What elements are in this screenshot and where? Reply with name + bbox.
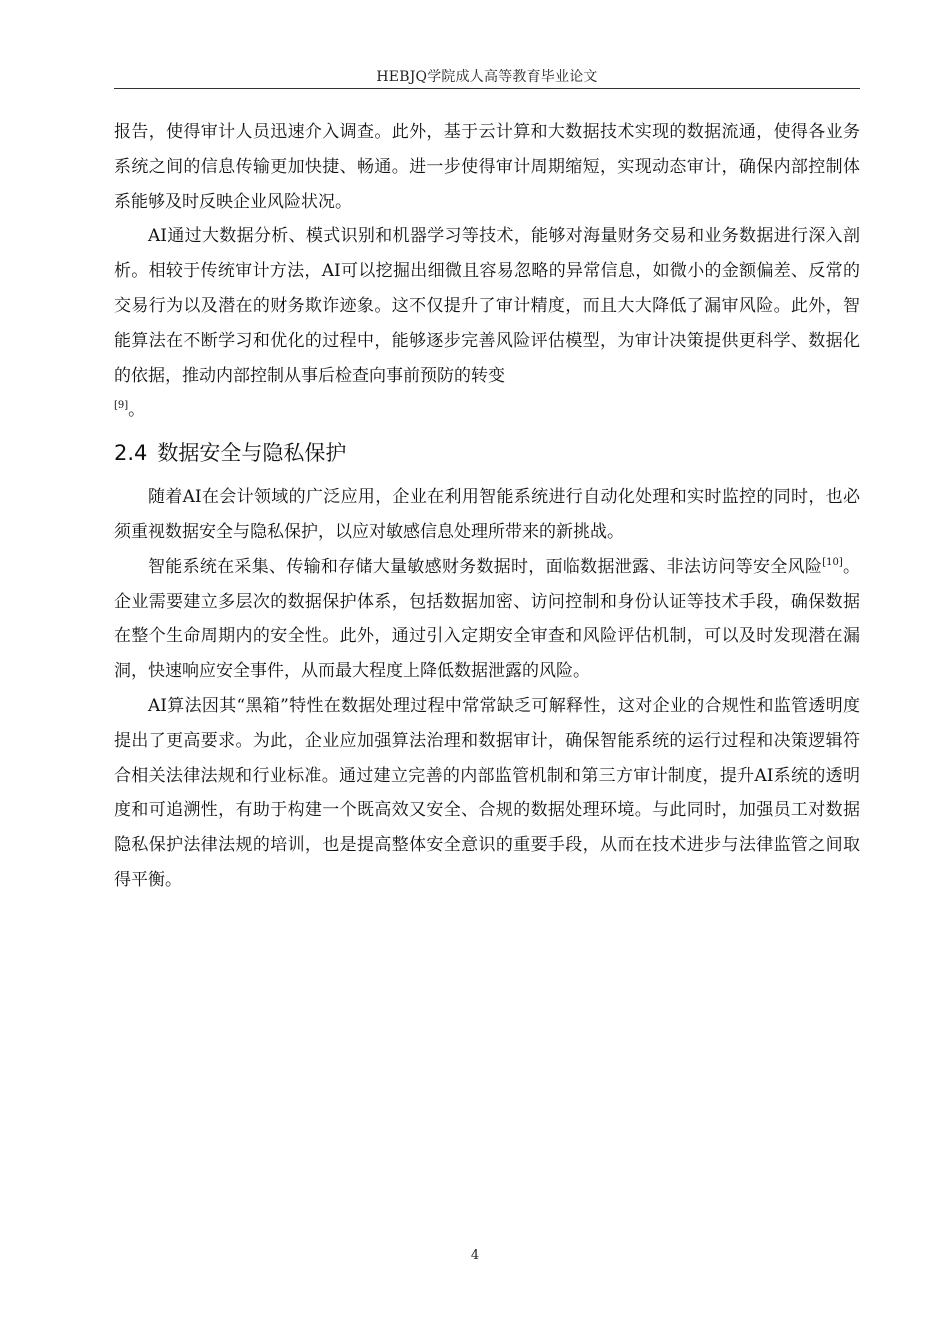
page-number: 4: [470, 1248, 480, 1263]
section-title: 数据安全与隐私保护: [157, 441, 347, 466]
paragraph-intro: 随着AI在会计领域的广泛应用，企业在利用智能系统进行自动化处理和实时监控的同时，也必须重视数据安全与隐私保护，以应对敏感信息处理所带来的新挑战。: [114, 487, 860, 542]
paragraph-end-punct: 。: [128, 400, 146, 421]
paragraph-text: AI通过大数据分析、模式识别和机器学习等技术，能够对海量财务交易和业务数据进行深入剖析。相较于传统审计方法，AI可以挖掘出细微且容易忽略的异常信息，如微小的金额偏差、反常的交易行为以及潜在的财务欺诈迹象。这不仅提升了审计精度，而且大大降低了漏审风险。此外，智能算法在不断学习和优化的过程中，能够逐步完善风险评估模型，为审计决策提供更科学、数据化的依据，推动内部控制从事后检查向事前预防的转变: [114, 226, 860, 386]
paragraph-text: 智能系统在采集、传输和存储大量敏感财务数据时，面临数据泄露、非法访问等安全风险: [148, 556, 823, 577]
page-body: [114, 115, 860, 898]
running-header: HEBJQ学院成人高等教育毕业论文: [376, 69, 598, 85]
citation-marker: [9]: [114, 400, 129, 412]
citation-line: [114, 393, 860, 428]
section-number: 2.4: [114, 441, 148, 466]
header-rule: [114, 88, 860, 89]
section-heading: [114, 436, 860, 470]
paragraph-continued: 报告，使得审计人员迅速介入调查。此外，基于云计算和大数据技术实现的数据流通，使得各业务系统之间的信息传输更加快捷、畅通。进一步使得审计周期缩短，实现动态审计，确保内部控制体系能够及时反映企业风险状况。: [114, 122, 860, 212]
citation-marker: [10]: [822, 556, 843, 568]
paragraph-black-box: AI算法因其“黑箱”特性在数据处理过程中常常缺乏可解释性，这对企业的合规性和监管透明度提出了更高要求。为此，企业应加强算法治理和数据审计，确保智能系统的运行过程和决策逻辑符合相关法律法规和行业标准。通过建立完善的内部监管机制和第三方审计制度，提升AI系统的透明度和可追溯性，有助于构建一个既高效又安全、合规的数据处理环境。与此同时，加强员工对数据隐私保护法律法规的培训，也是提高整体安全意识的重要手段，从而在技术进步与法律监管之间取得平衡。: [114, 695, 860, 890]
paragraph-security-risk: [114, 550, 860, 689]
paragraph-ai-audit: [114, 219, 860, 393]
paragraph-text: 。企业需要建立多层次的数据保护体系，包括数据加密、访问控制和身份认证等技术手段，确保数据在整个生命周期内的安全性。此外，通过引入定期安全审查和风险评估机制，可以及时发现潜在漏洞，快速响应安全事件，从而最大程度上降低数据泄露的风险。: [114, 556, 861, 682]
